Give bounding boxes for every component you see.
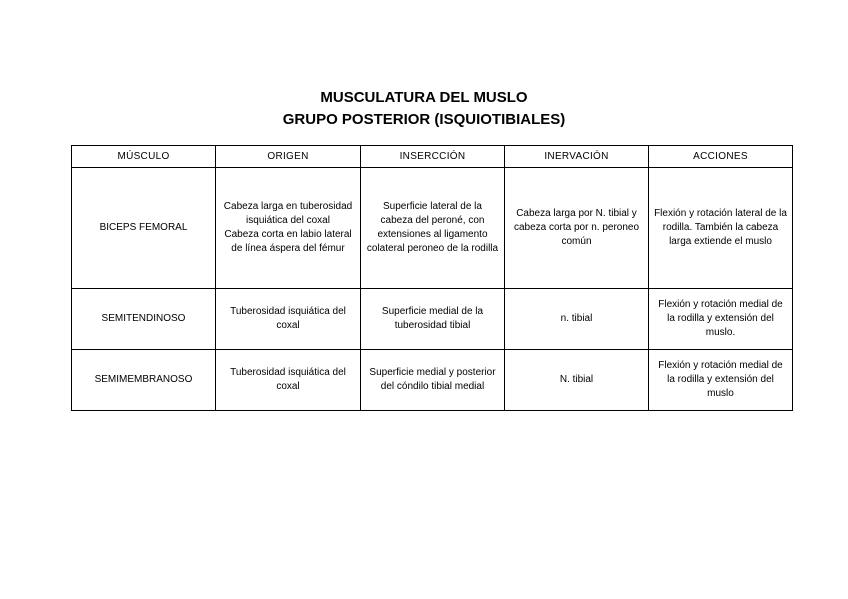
cell-origen-line: Cabeza corta en labio lateral de línea áspera del fémur [224, 229, 352, 254]
header-acciones: ACCIONES [649, 146, 793, 168]
table-row [72, 289, 793, 350]
cell-origen-line: Tuberosidad isquiática del coxal [230, 306, 346, 331]
cell-insercion: Superficie lateral de la cabeza del peroné, con extensiones al ligamento colateral peroneo de la rodilla [361, 168, 505, 289]
header-insercion: INSERCCIÓN [361, 146, 505, 168]
table-row [72, 168, 793, 289]
header-musculo: MÚSCULO [72, 146, 216, 168]
header-inervacion: INERVACIÓN [505, 146, 649, 168]
document-title: MUSCULATURA DEL MUSLO [320, 89, 528, 106]
muscles-table [71, 145, 793, 411]
cell-acciones: Flexión y rotación medial de la rodilla y extensión del muslo [649, 350, 793, 411]
cell-musculo: BICEPS FEMORAL [72, 168, 216, 289]
header-origen: ORIGEN [216, 146, 361, 168]
cell-musculo: SEMITENDINOSO [72, 289, 216, 350]
cell-origen [216, 289, 361, 350]
cell-inervacion: Cabeza larga por N. tibial y cabeza corta por n. peroneo común [505, 168, 649, 289]
cell-inervacion: n. tibial [505, 289, 649, 350]
cell-origen-line: Tuberosidad isquiática del coxal [230, 367, 346, 392]
document-subtitle: GRUPO POSTERIOR (ISQUIOTIBIALES) [282, 111, 566, 128]
cell-origen [216, 350, 361, 411]
cell-insercion: Superficie medial y posterior del cóndilo tibial medial [361, 350, 505, 411]
cell-acciones: Flexión y rotación medial de la rodilla y extensión del muslo. [649, 289, 793, 350]
cell-inervacion: N. tibial [505, 350, 649, 411]
cell-acciones: Flexión y rotación lateral de la rodilla. También la cabeza larga extiende el muslo [649, 168, 793, 289]
cell-origen-line: Cabeza larga en tuberosidad isquiática del coxal [223, 201, 353, 226]
cell-musculo: SEMIMEMBRANOSO [72, 350, 216, 411]
cell-origen [216, 168, 361, 289]
table-row [72, 350, 793, 411]
table-header-row [72, 146, 793, 168]
cell-insercion: Superficie medial de la tuberosidad tibial [361, 289, 505, 350]
